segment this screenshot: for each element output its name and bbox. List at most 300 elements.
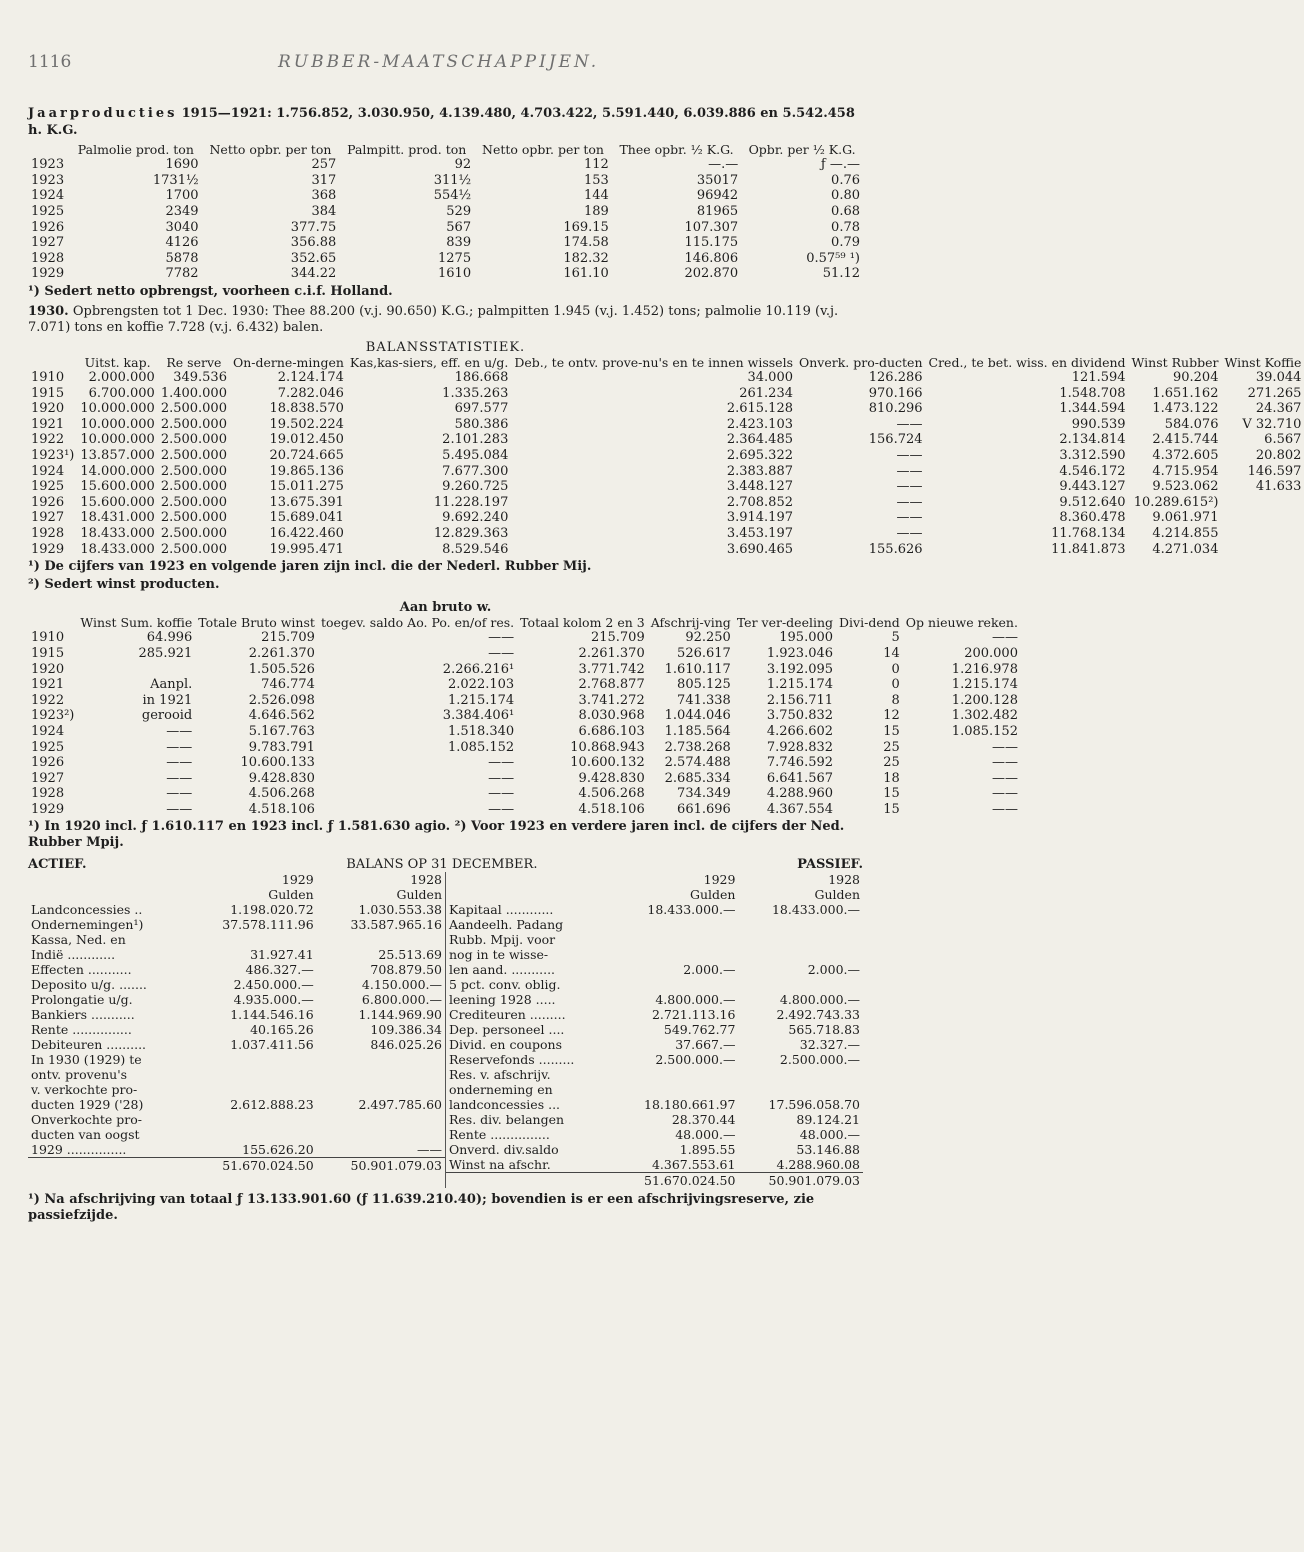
balans-value [317,1127,445,1142]
table-cell: 15 [883,723,900,739]
table-cell: 10.000.000 [80,401,155,417]
balansstat-row [28,479,1304,495]
balans-value: 2.612.888.23 [230,1097,314,1113]
table-cell: 9.428.830 [578,770,645,786]
table-cell: 2.156.711 [766,692,834,708]
table-cell: 20.724.665 [269,448,344,464]
actief-row [28,1052,445,1067]
passief-row [446,1142,863,1157]
table-cell: 14.000.000 [80,463,155,479]
actief-heading: ACTIEF. [28,856,87,872]
table-cell: 9.061.971 [1152,510,1219,526]
table-cell: 271.265 [1247,385,1302,401]
winst-footnote: ¹) In 1920 incl. ƒ 1.610.117 en 1923 incl. ƒ 1.581.630 agio. ²) Voor 1923 en verdere jaren incl. de cijfers der Ned. Rubber Mpij. [28,819,845,851]
balans-value: 1.144.969.90 [358,1007,442,1023]
table-cell: 19.995.471 [269,541,344,557]
table-cell: 169.15 [563,219,609,235]
table-cell: 4126 [165,235,199,251]
balans-value [614,947,739,962]
row-year: 1923¹) [31,448,75,464]
running-header [28,52,863,72]
table-cell: 15 [883,801,900,817]
table-cell: 10.000.000 [80,432,155,448]
table-cell: 153 [584,172,609,188]
table-cell: 1.610.117 [664,661,731,677]
balans-value [738,1082,863,1097]
passief-unit-1: Gulden [689,887,736,903]
table-cell: 6.641.567 [766,770,834,786]
table-cell: —— [991,630,1018,646]
actief-row [28,992,445,1007]
table-cell: 584.076 [1164,416,1219,432]
balans-value [317,1082,445,1097]
row-year: 1922 [31,432,65,448]
para-1930-year: 1930. [28,303,69,319]
table-cell: 2.101.283 [442,432,509,448]
table-cell: 155.626 [868,541,923,557]
table-cell: 1.473.122 [1152,401,1219,417]
table-cell: 4.266.602 [766,723,834,739]
table-cell: gerooid [141,708,193,724]
table-cell: 92 [454,157,472,173]
balans-label: Debiteuren .......... [31,1037,147,1053]
table-cell: 5.495.084 [442,448,509,464]
balans-value [738,1067,863,1082]
table-cell: 1.215.174 [766,677,834,693]
table-cell: 2.500.000 [160,510,227,526]
passief-unit-2: Gulden [814,887,860,903]
table-cell: 41.633 [1255,479,1302,495]
balans-value: 1.198.020.72 [230,902,314,918]
winst-row [28,646,1021,662]
table-cell: —— [488,786,515,802]
table-cell [1221,495,1304,511]
table-cell: 19.865.136 [269,463,344,479]
balans-value [738,932,863,947]
table-cell: 2.500.000 [160,526,227,542]
table-cell: 4.506.268 [578,786,645,802]
table-cell: 257 [311,157,337,173]
table-cell: 13.675.391 [269,494,344,510]
column-header: Thee opbr. ½ K.G. [619,141,734,157]
passief-year-1: 1929 [703,872,736,888]
table-cell: —— [896,416,923,432]
table-cell: 2.364.485 [726,432,793,448]
balansstat-row [28,432,1304,448]
table-cell: 18.431.000 [80,510,155,526]
balans-value: 33.587.965.16 [350,917,442,933]
balans-label: Onverkochte pro- [31,1112,143,1128]
actief-row [28,917,445,932]
row-year: 1910 [31,630,65,646]
table-cell: —— [166,786,193,802]
table-cell: 189 [584,204,609,220]
balans-value: 25.513.69 [378,947,442,963]
table-cell: 2.383.887 [726,463,793,479]
balans-value [188,1112,316,1127]
table-cell: 182.32 [563,250,609,266]
winst-table-header [28,616,1021,630]
table-cell: —— [896,448,923,464]
actief-row [28,1127,445,1142]
balans-value: 565.718.83 [788,1022,860,1038]
table-cell: 2.266.216¹ [442,661,515,677]
table-cell: 25 [883,755,900,771]
table-cell: 741.338 [677,692,731,708]
column-header: On-derne-mingen [232,354,344,370]
balans-sheet [28,872,863,1188]
balans-value [614,932,739,947]
table-cell: 9.428.830 [248,770,315,786]
table-cell: 0.76 [831,172,860,188]
table-cell: 839 [446,235,472,251]
winst-row [28,708,1021,724]
column-header: Winst Rubber [1131,354,1219,370]
table-cell: 4.367.554 [766,801,834,817]
balans-value: 2.000.— [683,962,736,978]
balans-value: 2.500.000.— [655,1052,736,1068]
table-cell: 1275 [438,250,472,266]
table-cell: 2.500.000 [160,448,227,464]
balans-label: 5 pct. conv. oblig. [449,977,561,993]
table-cell: 18.838.570 [269,401,344,417]
balans-value [738,947,863,962]
balansstatistiek-title: BALANSSTATISTIEK. [365,340,526,356]
table-cell: 144 [584,188,609,204]
actief-row [28,932,445,947]
passief-row [446,917,863,932]
passief-row [446,1127,863,1142]
table-cell: 2.500.000 [160,401,227,417]
actief-row [28,1142,445,1158]
passief-row [446,1007,863,1022]
table-cell: 8.030.968 [578,708,645,724]
table-cell: 3.453.197 [726,526,793,542]
table-cell: 10.600.133 [240,755,315,771]
table-cell: 0.79 [831,235,860,251]
table-cell: 10.600.132 [570,755,645,771]
balans-value: 4.367.553.61 [651,1157,736,1173]
balans-value: 37.578.111.96 [222,917,314,933]
winst-row [28,724,1021,740]
column-header: toegev. saldo Ao. Po. en/of res. [320,614,515,630]
passief-row [446,977,863,992]
balans-actief-side [28,872,445,1188]
column-header: Re serve [166,354,222,370]
table-cell: 195.000 [779,630,834,646]
column-header: Kas,kas-siers, eff. en u/g. [349,354,509,370]
table-cell [77,662,195,678]
table-cell: 35017 [696,172,739,188]
balans-label: Onverd. div.saldo [449,1142,559,1158]
balans-value: 549.762.77 [663,1022,736,1038]
table-cell: 19.502.224 [269,416,344,432]
column-header: Netto opbr. per ton [482,141,604,157]
table-cell: 2.415.744 [1152,432,1219,448]
table-cell: —— [896,526,923,542]
balans-label: onderneming en [449,1082,553,1098]
passief-row [446,1052,863,1067]
table-cell: 0 [891,661,900,677]
table-cell: 261.234 [739,385,793,401]
balans-value: 53.146.88 [796,1142,860,1158]
actief-row [28,977,445,992]
balans-label: leening 1928 ..... [449,992,556,1008]
page-number: 1116 [28,52,72,72]
table-cell: 3.914.197 [726,510,793,526]
table-cell: 1.651.162 [1152,385,1219,401]
table-cell: —— [991,801,1018,817]
actief-row [28,1037,445,1052]
passief-row [446,1037,863,1052]
balans-value: 6.800.000.— [361,992,442,1008]
table-cell: 529 [446,204,472,220]
table-cell: —— [896,479,923,495]
table-cell: 174.58 [563,235,609,251]
table-cell: 7.282.046 [277,385,344,401]
balans-value: 2.492.743.33 [776,1007,860,1023]
row-year: 1922 [31,692,65,708]
balans-value: 1.144.546.16 [230,1007,314,1023]
actief-year-2: 1928 [410,872,442,888]
table-cell [1221,526,1304,542]
balans-value: 1.030.553.38 [358,902,442,918]
table-cell: —— [166,801,193,817]
balans-label: Crediteuren ......... [449,1007,566,1023]
production-table-header [28,143,863,157]
table-cell: 11.841.873 [1051,541,1126,557]
balans-value: 40.165.26 [250,1022,314,1038]
table-cell: 734.349 [677,786,731,802]
balans-label: In 1930 (1929) te [31,1052,142,1068]
winst-group-header: Aan bruto w. [399,600,492,616]
table-cell: 746.774 [261,677,315,693]
table-cell [1221,542,1304,558]
production-row [28,173,863,189]
table-cell: 115.175 [684,235,739,251]
table-cell: 156.724 [868,432,923,448]
table-cell: 92.250 [685,630,731,646]
actief-row [28,1112,445,1127]
winst-row [28,786,1021,802]
balans-label: Divid. en coupons [449,1037,563,1053]
table-cell: 9.692.240 [442,510,509,526]
table-cell: 1.400.000 [160,385,227,401]
table-cell: 64.996 [146,630,193,646]
balans-value: 31.927.41 [250,947,314,963]
passief-row [446,1082,863,1097]
production-paragraph [28,106,863,139]
table-cell: 0 [891,677,900,693]
row-year: 1926 [31,219,65,235]
table-cell: —— [166,723,193,739]
passief-row [446,1067,863,1082]
balans-value: 18.433.000.— [771,902,860,918]
table-cell: 3040 [165,219,199,235]
table-cell: —— [488,645,515,661]
table-cell: 2.574.488 [664,755,731,771]
table-cell: 990.539 [1071,416,1126,432]
table-cell: 146.597 [1247,463,1302,479]
table-cell: 1.505.526 [248,661,315,677]
row-year: 1928 [31,786,65,802]
winst-row [28,755,1021,771]
balans-label: Winst na afschr. [449,1157,551,1173]
winst-row [28,771,1021,787]
balans-footnote: ¹) Na afschrijving van totaal ƒ 13.133.901.60 (ƒ 11.639.210.40); bovendien is er een afschrijvingsreserve, zie passiefzijde. [28,1192,815,1223]
table-cell: 51.12 [822,266,860,282]
production-row [28,220,863,236]
actief-row [28,947,445,962]
winst-row [28,693,1021,709]
actief-total-1928: 50.901.079.03 [317,1158,445,1174]
balans-value: 708.879.50 [370,962,442,978]
table-cell: 4.546.172 [1059,463,1126,479]
production-row [28,188,863,204]
row-year: 1926 [31,755,65,771]
balans-label: Kassa, Ned. en [31,932,126,948]
table-cell: —— [488,770,515,786]
balansstatistiek-header [28,356,1304,370]
column-header: Deb., te ontv. prove-nu's en te innen wissels [514,354,793,370]
table-cell: 9.443.127 [1059,479,1126,495]
table-cell: 5878 [165,250,199,266]
balans-value: 18.433.000.— [647,902,736,918]
table-cell: 39.044 [1255,370,1302,386]
row-year: 1915 [31,385,65,401]
column-header: Opbr. per ½ K.G. [748,141,856,157]
row-year: 1929 [31,541,65,557]
table-cell: 18.433.000 [80,541,155,557]
column-header [28,356,77,370]
production-text: 1915—1921: 1.756.852, 3.030.950, 4.139.480, 4.703.422, 5.591.440, 6.039.886 en 5.542.458 h. K.G. [28,106,855,138]
table-cell: 34.000 [747,370,793,386]
table-cell: 15.689.041 [269,510,344,526]
balans-label: landconcessies ... [449,1097,561,1113]
column-header: Onverk. pro-ducten [799,354,923,370]
table-cell: 2.738.268 [664,739,731,755]
table-cell: 384 [311,204,337,220]
production-footnote: ¹) Sedert netto opbrengst, voorheen c.i.f. Holland. [28,284,393,300]
table-cell: —— [166,755,193,771]
balansstat-row [28,542,1304,558]
table-cell: 1.923.046 [766,645,834,661]
running-title: RUBBER-MAATSCHAPPIJEN. [278,52,600,72]
actief-row [28,1022,445,1037]
balans-value [188,1127,316,1142]
balansstat-row [28,510,1304,526]
balans-value: 4.150.000.— [361,977,442,993]
row-year: 1923 [31,157,65,173]
table-cell: 2.261.370 [578,645,645,661]
balans-value [188,1082,316,1097]
winst-row [28,802,1021,818]
table-cell: 1700 [165,188,199,204]
balans-headings [28,857,863,873]
table-cell: 107.307 [684,219,739,235]
balans-value: 4.800.000.— [655,992,736,1008]
table-cell: 2.526.098 [248,692,315,708]
table-cell: 2.695.322 [726,448,793,464]
balans-label: Rente ............... [31,1022,132,1038]
table-cell: 4.271.034 [1152,541,1219,557]
table-cell: 161.10 [563,266,609,282]
table-cell: 1.344.594 [1059,401,1126,417]
balans-value: 89.124.21 [796,1112,860,1128]
table-cell: 11.768.134 [1051,526,1126,542]
actief-total-1929: 51.670.024.50 [188,1158,316,1174]
row-year: 1923²) [31,708,75,724]
table-cell: 7782 [165,266,199,282]
table-cell: 1.200.128 [951,692,1018,708]
balans-label: ducten 1929 ('28) [31,1097,144,1113]
table-cell: 15 [883,786,900,802]
table-cell: 356.88 [290,235,337,251]
column-header [28,143,70,157]
table-cell: 317 [311,172,337,188]
balans-label: Prolongatie u/g. [31,992,133,1008]
balans-value: 37.667.— [675,1037,736,1053]
balansstat-row [28,526,1304,542]
table-cell: 8.360.478 [1059,510,1126,526]
table-cell: 2.134.814 [1059,432,1126,448]
actief-row [28,1082,445,1097]
table-cell: 12.829.363 [433,526,509,542]
balans-value: 32.327.— [799,1037,860,1053]
table-cell: 2.500.000 [160,463,227,479]
table-cell: 121.594 [1071,370,1126,386]
table-cell: 14 [883,645,900,661]
table-cell: 1.518.340 [448,723,515,739]
table-cell: 13.857.000 [80,448,155,464]
table-cell: 311½ [433,172,472,188]
balans-label: len aand. ........... [449,962,556,978]
table-cell: 2.768.877 [578,677,645,693]
balans-value: 4.288.960.08 [776,1157,860,1173]
balans-value [317,1112,445,1127]
table-cell: 11.228.197 [433,494,509,510]
actief-row [28,1007,445,1022]
table-cell: —— [166,739,193,755]
balans-value: 48.000.— [799,1127,860,1143]
balansstat-row [28,448,1304,464]
balans-value [317,1052,445,1067]
table-cell: 81965 [696,204,739,220]
row-year: 1925 [31,479,65,495]
balans-value [614,1067,739,1082]
balans-value: 1.037.411.56 [230,1037,314,1053]
column-header [28,616,77,630]
passief-row [446,992,863,1007]
production-row [28,157,863,173]
table-cell: 1.085.152 [951,723,1018,739]
passief-total-1929: 51.670.024.50 [614,1173,739,1189]
table-cell: 2.500.000 [160,432,227,448]
table-cell: ƒ —.— [820,157,860,173]
production-row [28,235,863,251]
balans-label: ontv. provenu's [31,1067,128,1083]
column-header: Op nieuwe reken. [905,614,1018,630]
winst-table [28,616,1021,818]
table-cell: 202.870 [684,266,739,282]
balans-value: 4.935.000.— [233,992,314,1008]
table-cell: 186.668 [454,370,509,386]
table-cell: 25 [883,739,900,755]
passief-row [446,932,863,947]
table-cell: 567 [446,219,472,235]
passief-heading: PASSIEF. [797,856,863,872]
balans-value [188,1052,316,1067]
